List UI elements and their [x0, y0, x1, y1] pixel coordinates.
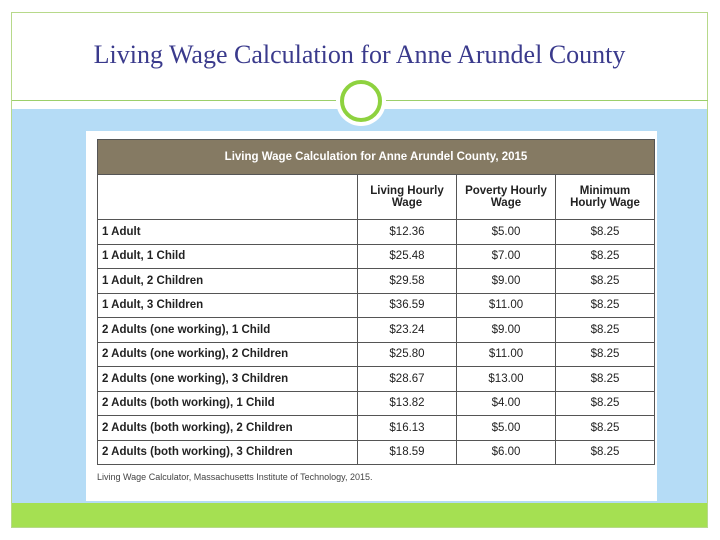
header-poverty: Poverty Hourly Wage	[457, 175, 556, 220]
minimum-wage: $8.25	[556, 416, 655, 441]
header-empty	[98, 175, 358, 220]
poverty-wage: $7.00	[457, 244, 556, 269]
table-row	[98, 220, 655, 245]
poverty-wage: $9.00	[457, 269, 556, 294]
header-minimum: Minimum Hourly Wage	[556, 175, 655, 220]
minimum-wage: $8.25	[556, 440, 655, 465]
household-type: 2 Adults (one working), 2 Children	[98, 342, 358, 367]
footer-bar	[12, 503, 707, 527]
minimum-wage: $8.25	[556, 293, 655, 318]
poverty-wage: $5.00	[457, 220, 556, 245]
minimum-wage: $8.25	[556, 367, 655, 392]
minimum-wage: $8.25	[556, 391, 655, 416]
table-row	[98, 367, 655, 392]
minimum-wage: $8.25	[556, 244, 655, 269]
poverty-wage: $11.00	[457, 293, 556, 318]
minimum-wage: $8.25	[556, 318, 655, 343]
wage-table	[97, 139, 655, 465]
table-row	[98, 440, 655, 465]
table-row	[98, 416, 655, 441]
poverty-wage: $5.00	[457, 416, 556, 441]
household-type: 2 Adults (both working), 3 Children	[98, 440, 358, 465]
living-wage: $18.59	[358, 440, 457, 465]
household-type: 2 Adults (both working), 1 Child	[98, 391, 358, 416]
living-wage: $12.36	[358, 220, 457, 245]
household-type: 1 Adult, 3 Children	[98, 293, 358, 318]
minimum-wage: $8.25	[556, 269, 655, 294]
living-wage: $16.13	[358, 416, 457, 441]
table-caption: Living Wage Calculation for Anne Arundel County, 2015	[98, 140, 655, 175]
living-wage: $29.58	[358, 269, 457, 294]
table-row	[98, 391, 655, 416]
living-wage: $28.67	[358, 367, 457, 392]
poverty-wage: $11.00	[457, 342, 556, 367]
living-wage: $25.80	[358, 342, 457, 367]
living-wage: $36.59	[358, 293, 457, 318]
table-image	[86, 131, 657, 501]
minimum-wage: $8.25	[556, 220, 655, 245]
household-type: 2 Adults (one working), 3 Children	[98, 367, 358, 392]
table-row	[98, 269, 655, 294]
header-living: Living Hourly Wage	[358, 175, 457, 220]
table-row	[98, 293, 655, 318]
household-type: 1 Adult, 2 Children	[98, 269, 358, 294]
source-note: Living Wage Calculator, Massachusetts Institute of Technology, 2015.	[97, 472, 373, 482]
household-type: 2 Adults (both working), 2 Children	[98, 416, 358, 441]
table-row	[98, 244, 655, 269]
poverty-wage: $13.00	[457, 367, 556, 392]
household-type: 2 Adults (one working), 1 Child	[98, 318, 358, 343]
living-wage: $23.24	[358, 318, 457, 343]
divider-circle-ornament	[340, 80, 382, 122]
poverty-wage: $4.00	[457, 391, 556, 416]
poverty-wage: $6.00	[457, 440, 556, 465]
living-wage: $25.48	[358, 244, 457, 269]
household-type: 1 Adult, 1 Child	[98, 244, 358, 269]
household-type: 1 Adult	[98, 220, 358, 245]
table-row	[98, 342, 655, 367]
slide-title: Living Wage Calculation for Anne Arundel County	[93, 40, 626, 69]
living-wage: $13.82	[358, 391, 457, 416]
minimum-wage: $8.25	[556, 342, 655, 367]
poverty-wage: $9.00	[457, 318, 556, 343]
table-row	[98, 318, 655, 343]
